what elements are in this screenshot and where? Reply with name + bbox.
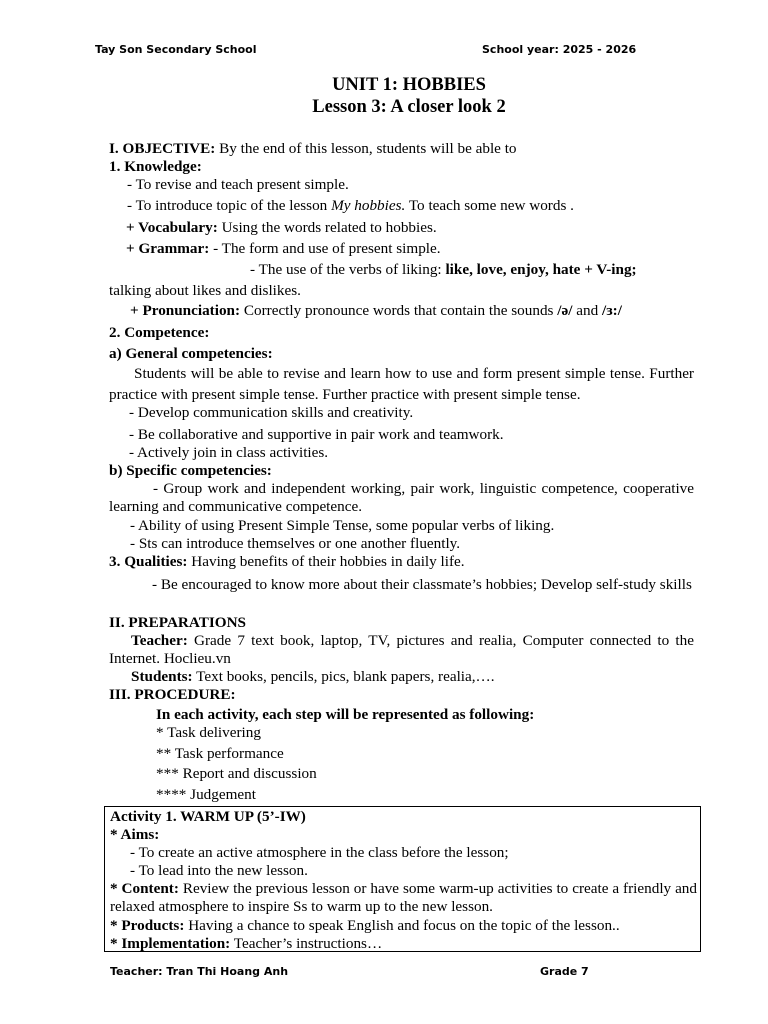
- procedure-step: **** Judgement: [156, 786, 256, 803]
- activity-title: Activity 1. WARM UP (5’-IW): [110, 808, 306, 825]
- aims-heading: * Aims:: [110, 826, 160, 843]
- content-paragraph: * Content: Review the previous lesson or have some warm-up activities to create a friendly and relaxed atmosphere to inspire Ss to warm up to the new lesson.: [110, 880, 697, 915]
- footer-grade: Grade 7: [540, 965, 589, 978]
- objective-line: I. OBJECTIVE: By the end of this lesson, students will be able to: [109, 140, 517, 157]
- header-school: Tay Son Secondary School: [95, 43, 257, 56]
- procedure-step: *** Report and discussion: [156, 765, 317, 782]
- header-school-year: School year: 2025 - 2026: [482, 43, 637, 56]
- general-heading: a) General competencies:: [109, 345, 273, 362]
- knowledge-item: - To introduce topic of the lesson My hobbies. To teach some new words .: [127, 197, 574, 214]
- aims-item: - To create an active atmosphere in the class before the lesson;: [130, 844, 509, 861]
- procedure-heading: III. PROCEDURE:: [109, 686, 236, 703]
- activity-box: [104, 806, 701, 952]
- grammar-line-2: - The use of the verbs of liking: like, love, enjoy, hate + V-ing;: [250, 261, 637, 278]
- procedure-step: ** Task performance: [156, 745, 284, 762]
- unit-title: UNIT 1: HOBBIES: [332, 75, 486, 95]
- procedure-intro: In each activity, each step will be represented as following:: [156, 706, 535, 723]
- lesson-title: Lesson 3: A closer look 2: [312, 97, 506, 117]
- students-preparations: Students: Text books, pencils, pics, blank papers, realia,….: [131, 668, 495, 685]
- footer-teacher: Teacher: Tran Thi Hoang Anh: [110, 965, 289, 978]
- grammar-line-3: talking about likes and dislikes.: [109, 282, 301, 299]
- vocabulary-line: + Vocabulary: Using the words related to hobbies.: [126, 219, 437, 236]
- general-item: - Develop communication skills and creativity.: [129, 404, 414, 421]
- grammar-line: + Grammar: - The form and use of present simple.: [126, 240, 441, 257]
- qualities-line: 3. Qualities: Having benefits of their hobbies in daily life.: [109, 553, 465, 570]
- teacher-preparations: Teacher: Grade 7 text book, laptop, TV, pictures and realia, Computer connected to the Internet. Hoclieu.vn: [109, 632, 694, 667]
- general-item: - Be collaborative and supportive in pair work and teamwork.: [129, 426, 504, 443]
- procedure-step: * Task delivering: [156, 724, 261, 741]
- pronunciation-line: + Pronunciation: Correctly pronounce words that contain the sounds /ə/ and /ɜ:/: [130, 302, 622, 319]
- general-item: - Actively join in class activities.: [129, 444, 329, 461]
- products-line: * Products: Having a chance to speak English and focus on the topic of the lesson..: [110, 917, 620, 934]
- qualities-paragraph: - Be encouraged to know more about their classmate’s hobbies; Develop self-study skills: [152, 576, 692, 593]
- specific-item: - Ability of using Present Simple Tense, some popular verbs of liking.: [130, 517, 555, 534]
- specific-paragraph: - Group work and independent working, pair work, linguistic competence, cooperative learning and communicative competence.: [109, 480, 694, 515]
- aims-item: - To lead into the new lesson.: [130, 862, 308, 879]
- knowledge-heading: 1. Knowledge:: [109, 158, 202, 175]
- competence-heading: 2. Competence:: [109, 324, 210, 341]
- preparations-heading: II. PREPARATIONS: [109, 614, 246, 631]
- specific-item: - Sts can introduce themselves or one another fluently.: [130, 535, 461, 552]
- implementation-line: * Implementation: Teacher’s instructions…: [110, 935, 383, 952]
- specific-heading: b) Specific competencies:: [109, 462, 272, 479]
- knowledge-item: - To revise and teach present simple.: [127, 176, 349, 193]
- general-paragraph: Students will be able to revise and learn how to use and form present simple tense. Further practice with present simple tense. Further practice with present simple tense.: [109, 365, 694, 403]
